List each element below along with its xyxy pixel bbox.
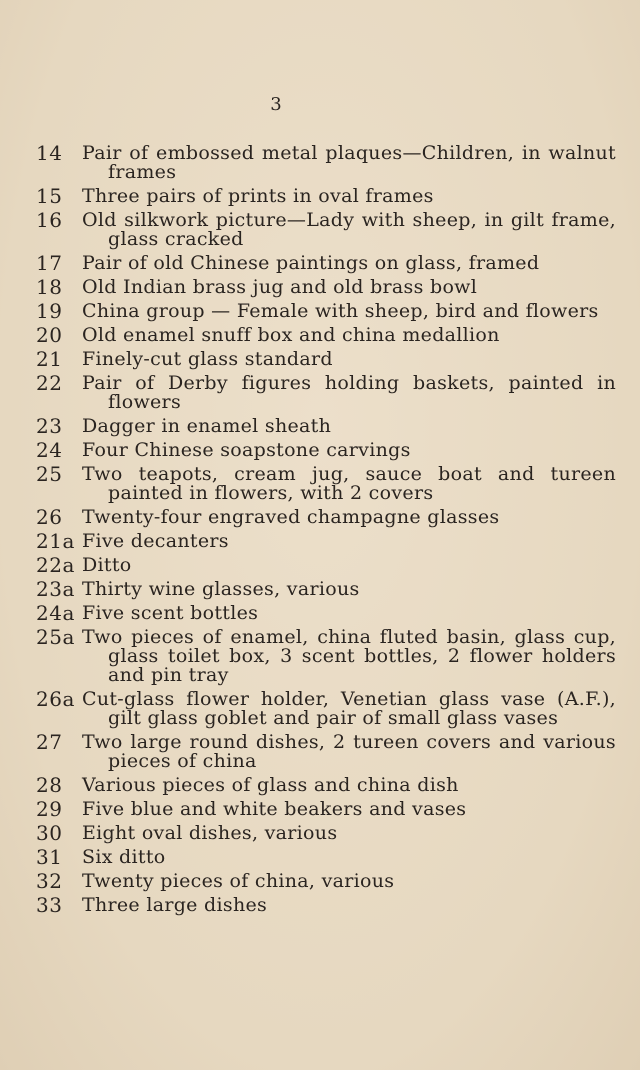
lot-description: Five blue and white beakers and vases bbox=[82, 798, 467, 820]
lot-number: 25a bbox=[36, 625, 75, 649]
lot-description: Four Chinese soapstone carvings bbox=[82, 439, 411, 461]
lot-item bbox=[36, 730, 616, 772]
lot-item bbox=[36, 275, 616, 299]
lot-description: Two teapots, cream jug, sauce boat and tureen painted in flowers, with 2 covers bbox=[82, 463, 616, 504]
lot-description: Three large dishes bbox=[82, 894, 268, 916]
lot-description: Two large round dishes, 2 tureen covers and various pieces of china bbox=[82, 731, 616, 772]
lot-description: Pair of embossed metal plaques—Children, in walnut frames bbox=[82, 142, 616, 183]
lot-item bbox=[36, 141, 616, 183]
lot-number: 18 bbox=[36, 275, 63, 299]
lot-number: 16 bbox=[36, 208, 63, 232]
lot-list bbox=[36, 141, 616, 920]
lot-item bbox=[36, 773, 616, 797]
lot-number: 24 bbox=[36, 438, 63, 462]
lot-item bbox=[36, 347, 616, 371]
lot-item bbox=[36, 208, 616, 250]
lot-item bbox=[36, 371, 616, 413]
lot-number: 24a bbox=[36, 601, 75, 625]
lot-description: China group — Female with sheep, bird and flowers bbox=[82, 300, 599, 322]
lot-description: Old enamel snuff box and china medallion bbox=[82, 324, 500, 346]
lot-description: Twenty pieces of china, various bbox=[82, 870, 395, 892]
lot-item bbox=[36, 323, 616, 347]
lot-item bbox=[36, 505, 616, 529]
lot-item bbox=[36, 687, 616, 729]
lot-number: 21a bbox=[36, 529, 75, 553]
lot-item bbox=[36, 845, 616, 869]
lot-number: 26 bbox=[36, 505, 63, 529]
lot-item bbox=[36, 601, 616, 625]
lot-description: Two pieces of enamel, china fluted basin, glass cup, glass toilet box, 3 scent bottles, 2 flower holders and pin tray bbox=[82, 626, 616, 686]
lot-description: Five decanters bbox=[82, 530, 229, 552]
lot-number: 19 bbox=[36, 299, 63, 323]
lot-item bbox=[36, 625, 616, 686]
lot-item bbox=[36, 553, 616, 577]
lot-item bbox=[36, 414, 616, 438]
lot-item bbox=[36, 184, 616, 208]
lot-description: Finely-cut glass standard bbox=[82, 348, 333, 370]
lot-item bbox=[36, 869, 616, 893]
lot-number: 26a bbox=[36, 687, 75, 711]
lot-number: 23 bbox=[36, 414, 63, 438]
lot-description: Eight oval dishes, various bbox=[82, 822, 338, 844]
lot-description: Ditto bbox=[82, 554, 132, 576]
lot-description: Old silkwork picture—Lady with sheep, in gilt frame, glass cracked bbox=[82, 209, 616, 250]
lot-item bbox=[36, 251, 616, 275]
page-number: 3 bbox=[270, 94, 282, 115]
lot-number: 31 bbox=[36, 845, 63, 869]
lot-description: Dagger in enamel sheath bbox=[82, 415, 332, 437]
lot-number: 28 bbox=[36, 773, 63, 797]
lot-item bbox=[36, 299, 616, 323]
lot-number: 15 bbox=[36, 184, 63, 208]
lot-description: Cut-glass flower holder, Venetian glass vase (A.F.), gilt glass goblet and pair of small glass vases bbox=[82, 688, 616, 729]
lot-description: Old Indian brass jug and old brass bowl bbox=[82, 276, 478, 298]
lot-number: 17 bbox=[36, 251, 63, 275]
lot-number: 32 bbox=[36, 869, 63, 893]
lot-description: Pair of Derby figures holding baskets, painted in flowers bbox=[82, 372, 616, 413]
lot-item bbox=[36, 529, 616, 553]
lot-description: Thirty wine glasses, various bbox=[82, 578, 360, 600]
lot-description: Twenty-four engraved champagne glasses bbox=[82, 506, 500, 528]
lot-item bbox=[36, 821, 616, 845]
lot-item bbox=[36, 893, 616, 917]
lot-description: Five scent bottles bbox=[82, 602, 259, 624]
lot-number: 22a bbox=[36, 553, 75, 577]
lot-item bbox=[36, 577, 616, 601]
lot-number: 33 bbox=[36, 893, 63, 917]
lot-number: 22 bbox=[36, 371, 63, 395]
lot-description: Pair of old Chinese paintings on glass, framed bbox=[82, 252, 540, 274]
lot-number: 14 bbox=[36, 141, 63, 165]
lot-item bbox=[36, 462, 616, 504]
lot-number: 23a bbox=[36, 577, 75, 601]
lot-number: 21 bbox=[36, 347, 63, 371]
lot-number: 20 bbox=[36, 323, 63, 347]
lot-description: Six ditto bbox=[82, 846, 166, 868]
lot-description: Three pairs of prints in oval frames bbox=[82, 185, 434, 207]
lot-number: 29 bbox=[36, 797, 63, 821]
lot-number: 27 bbox=[36, 730, 63, 754]
lot-description: Various pieces of glass and china dish bbox=[82, 774, 459, 796]
lot-item bbox=[36, 438, 616, 462]
lot-number: 25 bbox=[36, 462, 63, 486]
lot-number: 30 bbox=[36, 821, 63, 845]
lot-item bbox=[36, 797, 616, 821]
